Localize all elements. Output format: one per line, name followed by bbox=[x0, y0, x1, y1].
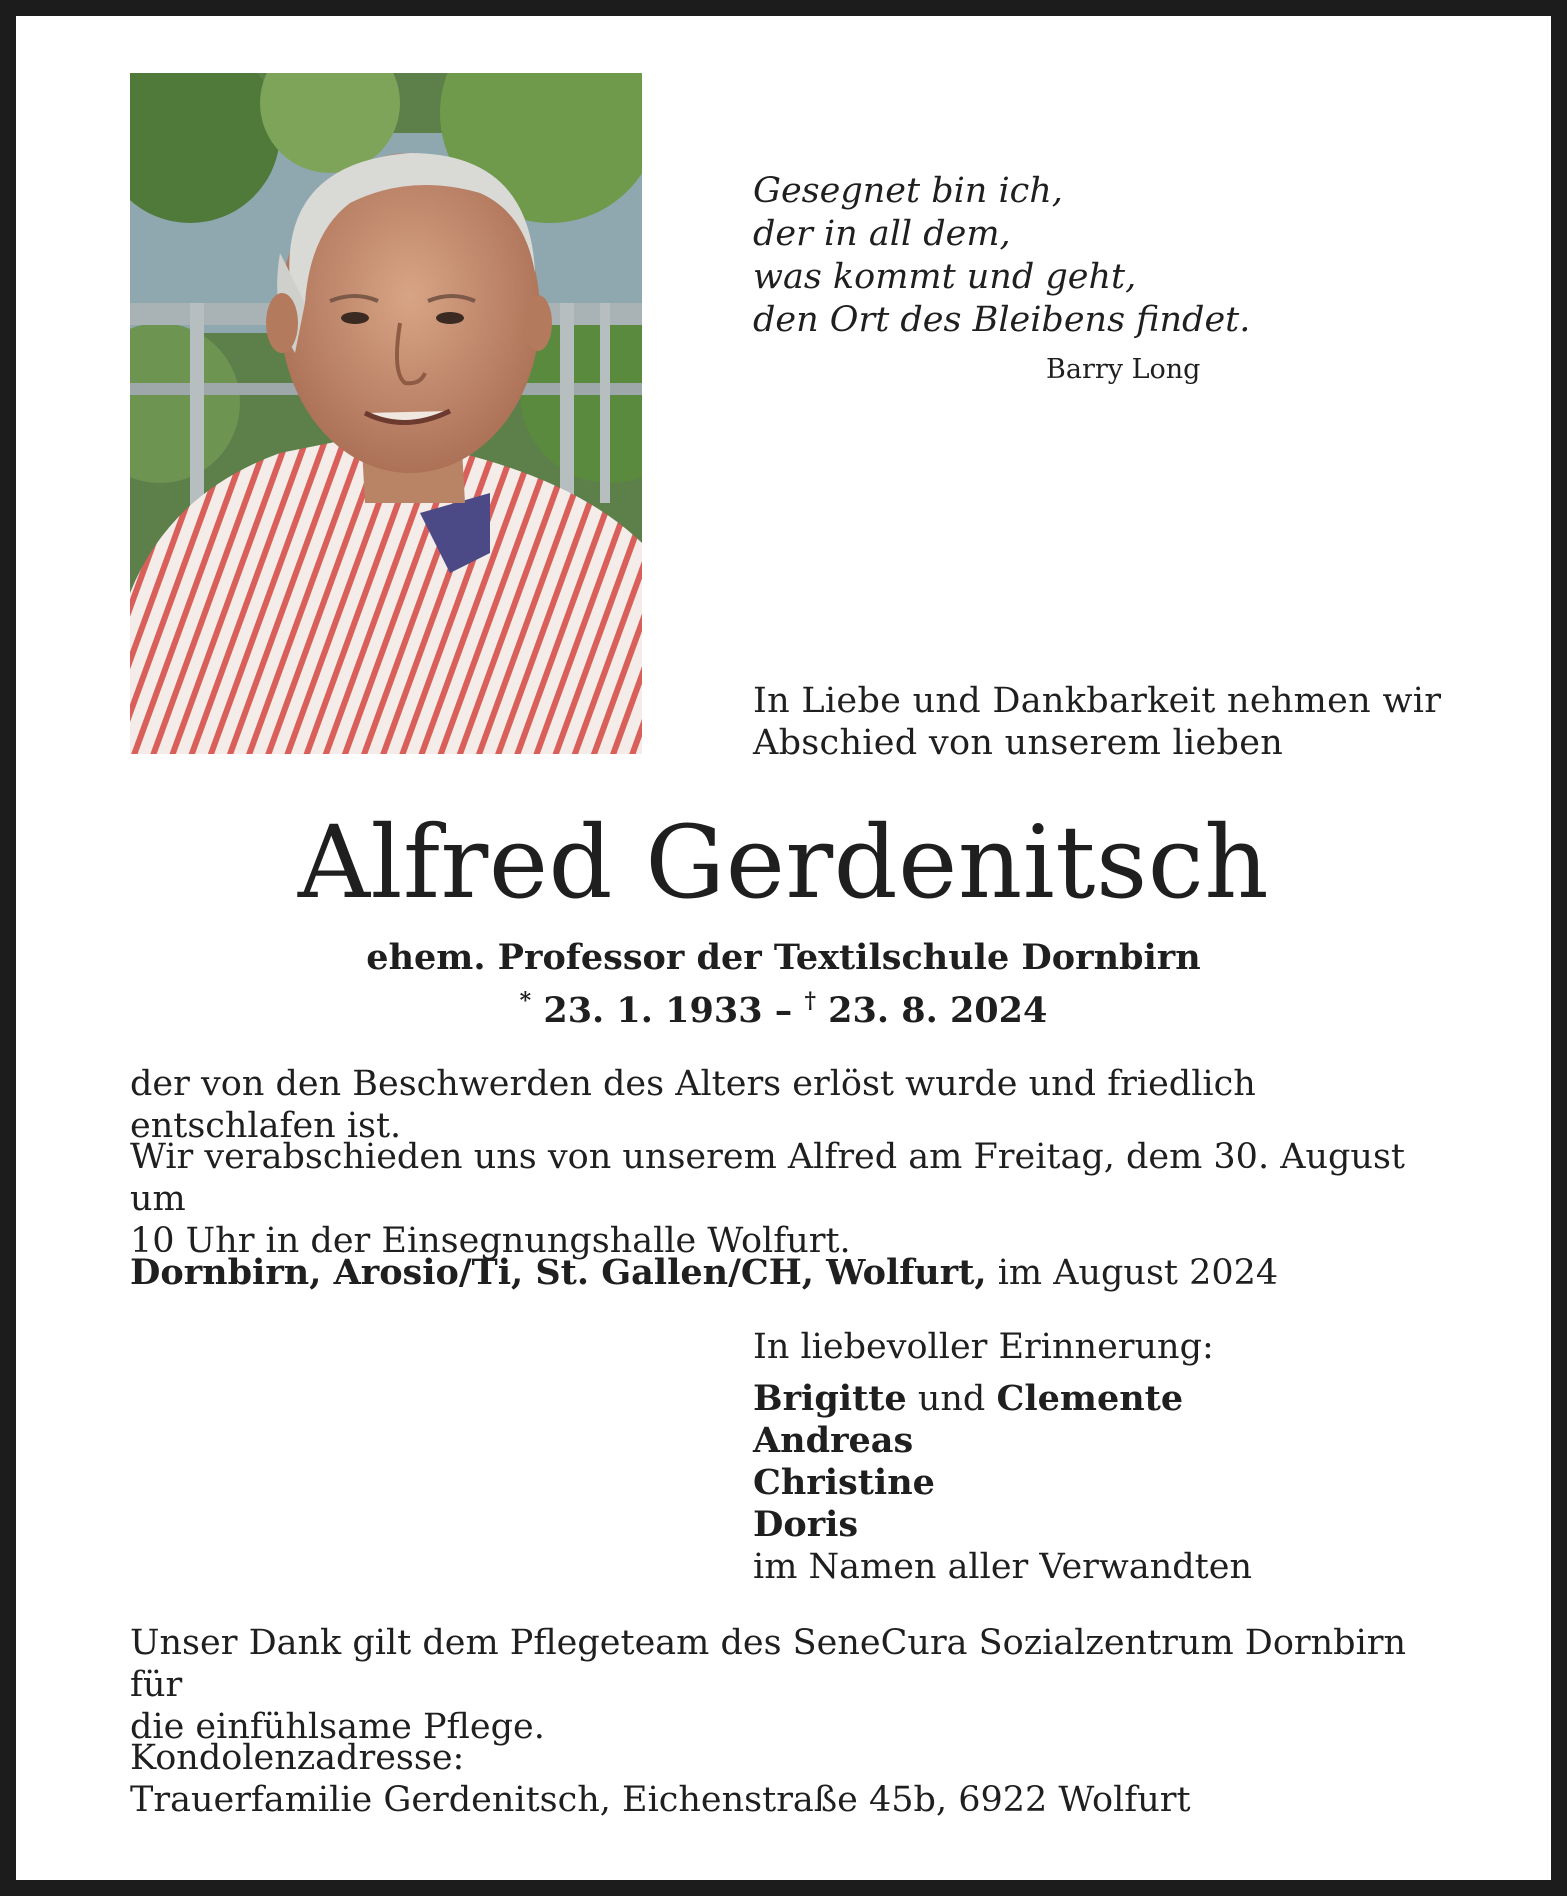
intro-line: Abschied von unserem lieben bbox=[753, 723, 1284, 763]
deceased-name: Alfred Gerdenitsch bbox=[297, 804, 1270, 921]
mourner-name: Clemente bbox=[996, 1378, 1184, 1419]
mourners-closing: im Namen aller Verwandten bbox=[753, 1547, 1252, 1587]
quote-line: Gesegnet bin ich, bbox=[753, 171, 1063, 211]
death-date: 23. 8. 2024 bbox=[828, 990, 1048, 1031]
mourner-line bbox=[753, 1378, 1252, 1420]
condolence-address bbox=[130, 1737, 1450, 1821]
quote-line: der in all dem, bbox=[753, 214, 1011, 254]
intro-text bbox=[753, 680, 1441, 764]
farewell-line: Wir verabschieden uns von unserem Alfred am Freitag, dem 30. August um bbox=[130, 1137, 1405, 1219]
mourner-name: Andreas bbox=[753, 1420, 914, 1461]
thanks-text bbox=[130, 1622, 1450, 1748]
mourner-and: und bbox=[917, 1379, 986, 1419]
quote-line: den Ort des Bleibens findet. bbox=[753, 300, 1251, 340]
birth-symbol: * bbox=[519, 988, 532, 1014]
mourner-name: Christine bbox=[753, 1462, 935, 1503]
date-dash: – bbox=[774, 990, 793, 1031]
thanks-line: die einfühlsame Pflege. bbox=[130, 1707, 545, 1747]
quote-author: Barry Long bbox=[1046, 354, 1201, 385]
mourner-name: Doris bbox=[753, 1504, 859, 1545]
portrait-photo bbox=[130, 73, 642, 754]
portrait-photo-icon bbox=[130, 73, 642, 754]
birth-date: 23. 1. 1933 bbox=[543, 990, 763, 1031]
mourners-block bbox=[753, 1326, 1252, 1588]
farewell-line: 10 Uhr in der Einsegnungshalle Wolfurt. bbox=[130, 1221, 851, 1261]
quote-line: was kommt und geht, bbox=[753, 257, 1137, 297]
mourners-heading: In liebevoller Erinnerung: bbox=[753, 1327, 1214, 1367]
places-line bbox=[130, 1252, 1450, 1294]
quote bbox=[753, 170, 1250, 342]
mourner-name: Brigitte bbox=[753, 1378, 907, 1419]
intro-line: In Liebe und Dankbarkeit nehmen wir bbox=[753, 681, 1442, 721]
condolence-label: Kondolenzadresse: bbox=[130, 1738, 465, 1778]
condolence-address-line: Trauerfamilie Gerdenitsch, Eichenstraße 45b, 6922 Wolfurt bbox=[130, 1780, 1191, 1820]
death-symbol: † bbox=[804, 988, 816, 1014]
month: im August 2024 bbox=[997, 1253, 1279, 1293]
thanks-line: Unser Dank gilt dem Pflegeteam des SeneCura Sozialzentrum Dornbirn für bbox=[130, 1623, 1407, 1705]
places: Dornbirn, Arosio/Ti, St. Gallen/CH, Wolfurt, bbox=[130, 1252, 987, 1293]
deceased-title: ehem. Professor der Textilschule Dornbirn bbox=[366, 937, 1201, 978]
life-dates bbox=[0, 979, 1567, 1033]
farewell-text bbox=[130, 1136, 1450, 1262]
passing-text: der von den Beschwerden des Alters erlöst wurde und friedlich entschlafen ist. bbox=[130, 1064, 1256, 1146]
